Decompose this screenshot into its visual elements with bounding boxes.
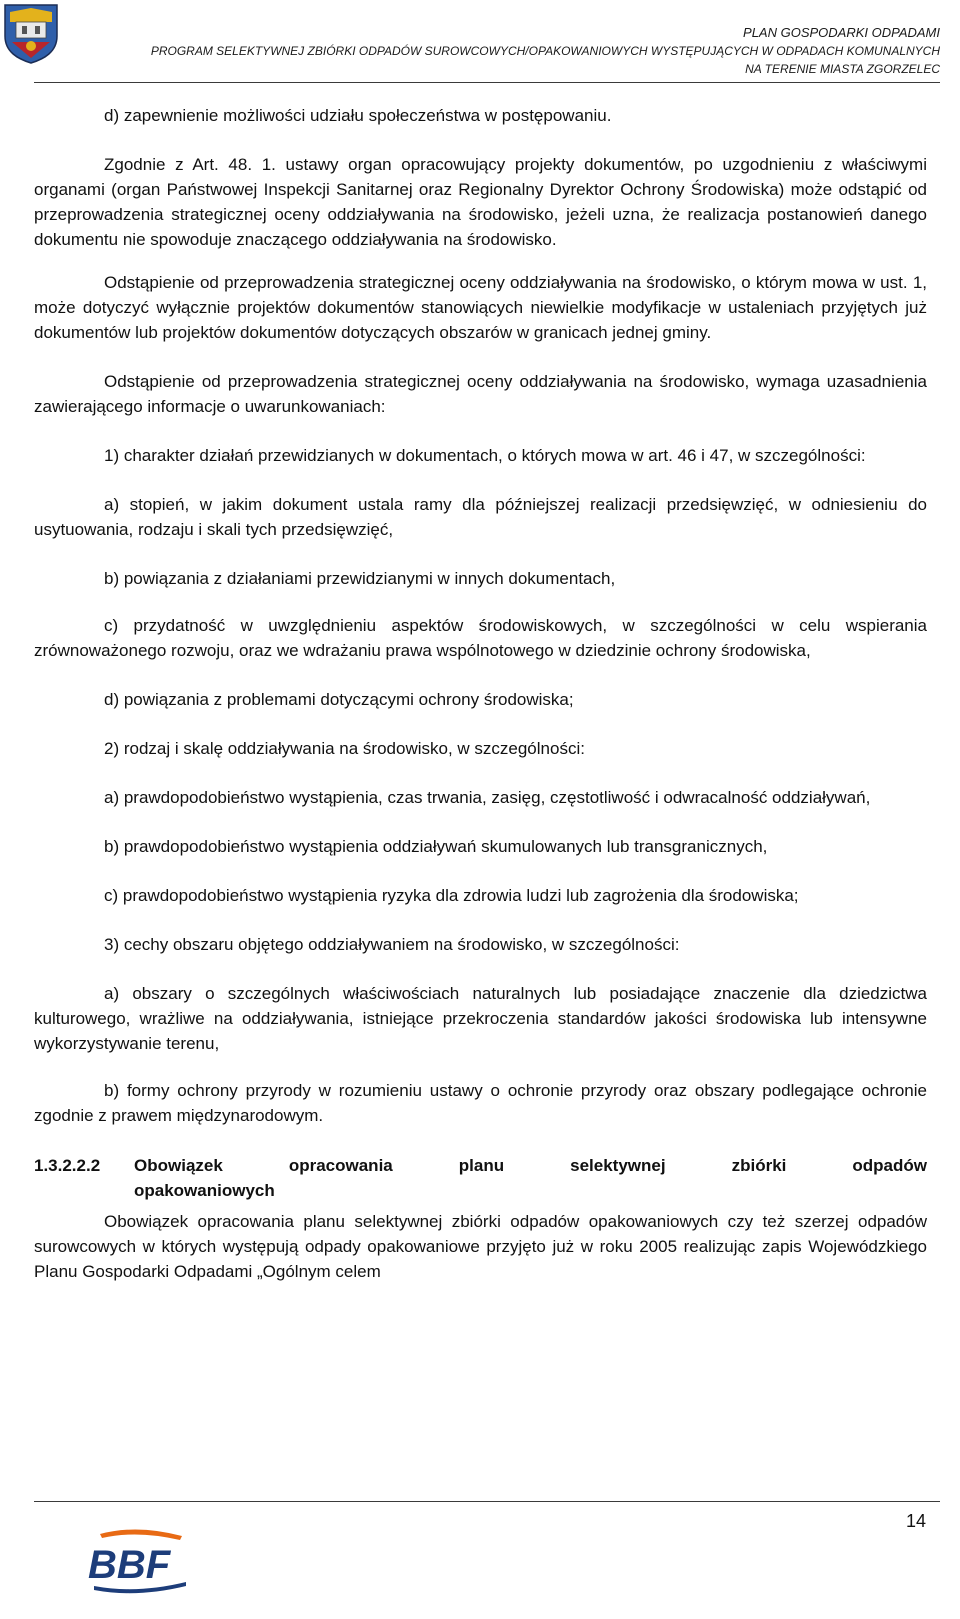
header-line-3: NA TERENIE MIASTA ZGORZELEC [745, 62, 940, 76]
section-number: 1.3.2.2.2 [34, 1156, 101, 1175]
section-title-line-1: Obowiązek opracowania planu selektywnej zbiórki odpadów [134, 1156, 927, 1175]
bbf-logo-text: BBF [88, 1543, 171, 1587]
header-divider [34, 82, 940, 83]
document-body [34, 103, 927, 1284]
page-number: 14 [905, 1511, 926, 1531]
city-crest-icon [2, 2, 60, 64]
paragraph-4: Odstąpienie od przeprowadzenia strategicznej oceny oddziaływania na środowisko, wymaga uzasadnienia zawierającego informacje o uwarunkowaniach: [34, 372, 927, 416]
paragraph-9: d) powiązania z problemami dotyczącymi ochrony środowiska; [104, 690, 574, 709]
footer-divider [34, 1501, 940, 1502]
section-title-line-2: opakowaniowych [134, 1181, 275, 1200]
paragraph-10: 2) rodzaj i skalę oddziaływania na środowisko, w szczególności: [104, 739, 585, 758]
paragraph-6: a) stopień, w jakim dokument ustala ramy dla późniejszej realizacji przedsięwzięć, w odniesieniu do usytuowania, rodzaju i skali tych przedsięwzięć, [34, 495, 927, 539]
header-line-2: PROGRAM SELEKTYWNEJ ZBIÓRKI ODPADÓW SUROWCOWYCH/OPAKOWANIOWYCH WYSTĘPUJĄCYCH W ODPADACH KOMUNALNYCH [150, 44, 940, 58]
paragraph-5: 1) charakter działań przewidzianych w dokumentach, o których mowa w art. 46 i 47, w szczególności: [104, 446, 866, 465]
section-title [134, 1153, 927, 1203]
paragraph-16: b) formy ochrony przyrody w rozumieniu ustawy o ochronie przyrody oraz obszary podlegające ochronie zgodnie z prawem międzynarodowym. [34, 1081, 927, 1125]
paragraph-1: d) zapewnienie możliwości udziału społeczeństwa w postępowaniu. [104, 106, 612, 125]
paragraph-11: a) prawdopodobieństwo wystąpienia, czas trwania, zasięg, częstotliwość i odwracalność oddziaływań, [104, 788, 871, 807]
paragraph-7: b) powiązania z działaniami przewidzianymi w innych dokumentach, [104, 569, 616, 588]
bbf-logo-icon [82, 1526, 192, 1596]
paragraph-12: b) prawdopodobieństwo wystąpienia oddziaływań skumulowanych lub transgranicznych, [104, 837, 768, 856]
paragraph-2: Zgodnie z Art. 48. 1. ustawy organ opracowujący projekty dokumentów, po uzgodnieniu z właściwymi organami (organ Państwowej Inspekcji Sanitarnej oraz Regionalny Dyrektor Ochrony Środowiska) może odstąpić od przeprowadzenia strategicznej oceny oddziaływania na środowisko, jeżeli uzna, że realizacja postanowień danego dokumentu nie spowoduje znaczącego oddziaływania na środowisko. [34, 155, 927, 249]
paragraph-8: c) przydatność w uwzględnieniu aspektów środowiskowych, w szczególności w celu wspierania zrównoważonego rozwoju, oraz we wdrażaniu prawa wspólnotowego w dziedzinie ochrony środowiska, [34, 616, 927, 660]
paragraph-14: 3) cechy obszaru objętego oddziaływaniem na środowisko, w szczególności: [104, 935, 680, 954]
header-title [60, 24, 940, 78]
section-heading [34, 1153, 927, 1203]
paragraph-3: Odstąpienie od przeprowadzenia strategicznej oceny oddziaływania na środowisko, o którym mowa w ust. 1, może dotyczyć wyłącznie projektów dokumentów stanowiących niewielkie modyfikacje w ustaleniach przyjętych już dokumentów lub projektów dokumentów dotyczących obszarów w granicach jednej gminy. [34, 273, 927, 342]
paragraph-13: c) prawdopodobieństwo wystąpienia ryzyka dla zdrowia ludzi lub zagrożenia dla środowiska; [104, 886, 799, 905]
page-header [0, 0, 960, 84]
paragraph-17: Obowiązek opracowania planu selektywnej zbiórki odpadów opakowaniowych czy też szerzej odpadów surowcowych w których występują odpady opakowaniowe przyjęto już w roku 2005 realizując zapis Wojewódzkiego Planu Gospodarki Odpadami „Ogólnym celem [34, 1212, 927, 1281]
header-line-1: PLAN GOSPODARKI ODPADAMI [743, 25, 940, 40]
paragraph-15: a) obszary o szczególnych właściwościach naturalnych lub posiadające znaczenie dla dziedzictwa kulturowego, wrażliwe na oddziaływania, istniejące przekroczenia standardów jakości środowiska lub intensywne wykorzystywanie terenu, [34, 984, 927, 1053]
